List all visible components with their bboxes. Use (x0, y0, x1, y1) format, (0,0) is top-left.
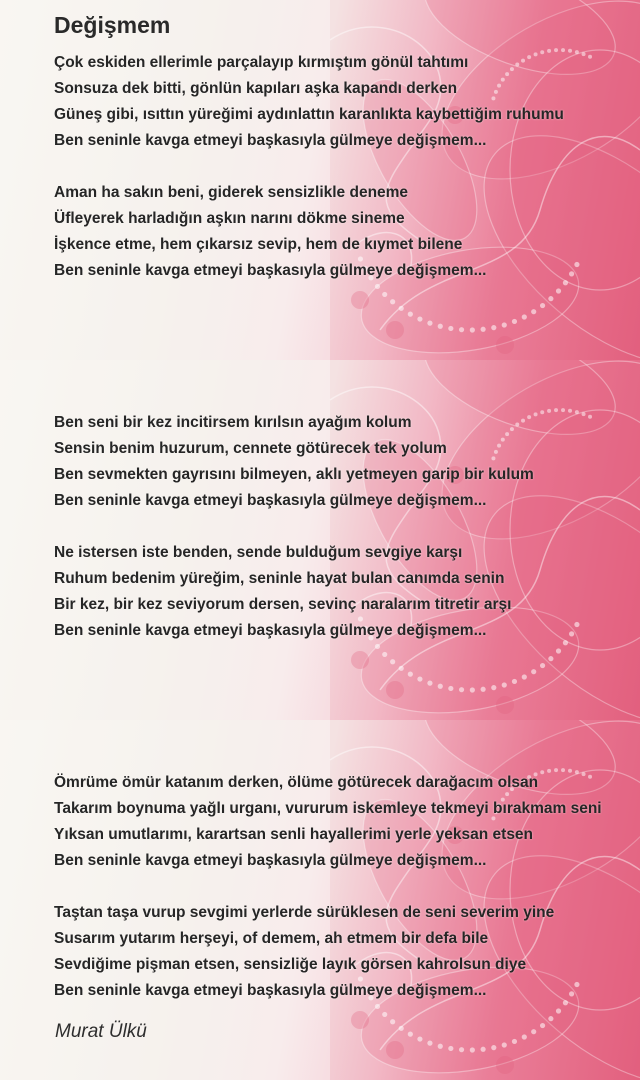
poem-line: Güneş gibi, ısıttın yüreğimi aydınlattın karanlıkta kaybettiğim ruhumu (54, 106, 564, 123)
stanza-1 (54, 50, 564, 154)
poem-line: Çok eskiden ellerimle parçalayıp kırmıştım gönül tahtımı (54, 54, 469, 71)
poem-line: Ben seni bir kez incitirsem kırılsın ayağım kolum (54, 414, 412, 431)
poem-line: İşkence etme, hem çıkarsız sevip, hem de kıymet bilene (54, 236, 463, 253)
poem-line: Sevdiğime pişman etsen, sensizliğe layık görsen kahrolsun diye (54, 956, 527, 973)
poem-line: Takarım boynuma yağlı urganı, vururum iskemleye tekmeyi bırakmam seni (54, 800, 602, 817)
poem-line: Üfleyerek harladığın aşkın narını dökme sineme (54, 210, 405, 227)
poem-line: Yıksan umutlarımı, karartsan senli hayallerimi yerle yeksan etsen (54, 826, 534, 843)
poem-line: Ruhum bedenim yüreğim, seninle hayat bulan canımda senin (54, 570, 505, 587)
stanza-2 (54, 180, 487, 284)
poem-title: Değişmem (54, 12, 171, 38)
poem-line: Ben seninle kavga etmeyi başkasıyla gülmeye değişmem... (54, 492, 487, 509)
stanza-4 (54, 540, 511, 644)
poem-line: Ben seninle kavga etmeyi başkasıyla gülmeye değişmem... (54, 852, 487, 869)
poem-line: Ben seninle kavga etmeyi başkasıyla gülmeye değişmem... (54, 132, 487, 149)
stanza-6 (54, 900, 554, 1004)
poem-line: Ben seninle kavga etmeyi başkasıyla gülmeye değişmem... (54, 262, 487, 279)
stanza-3 (54, 410, 534, 514)
poem-line: Aman ha sakın beni, giderek sensizlikle deneme (54, 184, 409, 201)
poem-line: Bir kez, bir kez seviyorum dersen, sevinç naralarım titretir arşı (54, 596, 512, 613)
poem-line: Ben seninle kavga etmeyi başkasıyla gülmeye değişmem... (54, 622, 487, 639)
poem-line: Sensin benim huzurum, cennete götürecek tek yolum (54, 440, 447, 457)
poem-line: Ben sevmekten gayrısını bilmeyen, aklı yetmeyen garip bir kulum (54, 466, 534, 483)
stanza-5 (54, 770, 602, 874)
poem-line: Ne istersen iste benden, sende bulduğum sevgiye karşı (54, 544, 463, 561)
poem-author: Murat Ülkü (55, 1021, 147, 1042)
poem-line: Ömrüme ömür katanım derken, ölüme götürecek darağacım olsan (54, 774, 539, 791)
poem-line: Taştan taşa vurup sevgimi yerlerde sürüklesen de seni severim yine (54, 904, 555, 921)
poem-line: Sonsuza dek bitti, gönlün kapıları aşka kapandı derken (54, 80, 458, 97)
poem-line: Ben seninle kavga etmeyi başkasıyla gülmeye değişmem... (54, 982, 487, 999)
poem-line: Susarım yutarım herşeyi, of demem, ah etmem bir defa bile (54, 930, 489, 947)
